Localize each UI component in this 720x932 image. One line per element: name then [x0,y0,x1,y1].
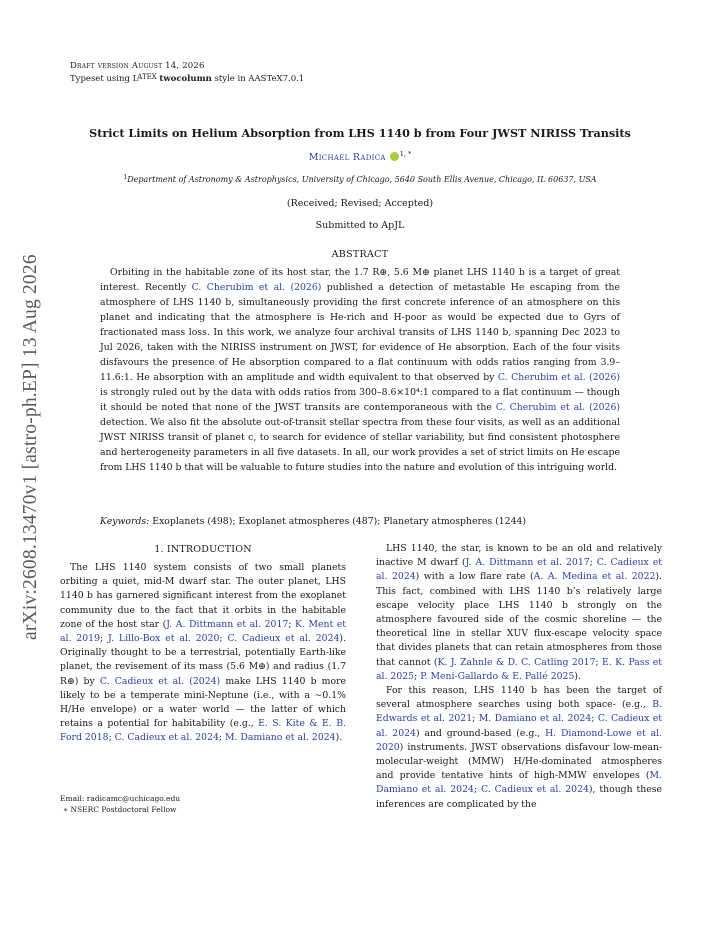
arxiv-stamp[interactable]: arXiv:2608.13470v1 [astro-ph.EP] 13 Aug 2026 [20,254,41,640]
citation-link[interactable]: J. A. Dittmann et al. 2017 [166,618,289,630]
citation-link[interactable]: C. Cherubim et al. (2026) [495,402,620,413]
footnotes [60,793,346,815]
submitted-line: Submitted to ApJL [315,220,405,231]
received-line: (Received; Revised; Accepted) [286,198,434,209]
keywords: Keywords: Exoplanets (498); Exoplanet atmospheres (487); Planetary atmospheres (1244) [100,516,527,527]
citation-link[interactable]: B. Edwards et al. 2021 [376,699,662,725]
citation-link[interactable]: P. Meni-Gallardo & E. Pallé 2025 [420,670,575,682]
citation-link[interactable]: C. Cadieux et al. 2024 [376,713,663,739]
paper-title: Strict Limits on Helium Absorption from LHS 1140 b from Four JWST NIRISS Transits [89,126,631,140]
abstract-heading: ABSTRACT [331,249,389,260]
intro-paragraph-2: LHS 1140, the star, is known to be an old and relatively inactive M dwarf (J. A. Dittmann et al. 2017; C. Cadieux et al. 2024) with a low flare rate (A. A. Medina et al. 2022). This fact, combined with LHS 1140 b’s relatively large escape velocity place LHS 1140 b strongly on the atmosphere favoured side of the cosmic shoreline — the theoretical line in stellar XUV flux-escape velocity space that divides planets that can retain atmospheres from those that cannot (K. J. Zahnle & D. C. Catling 2017; E. K. Pass et al. 2025; P. Meni-Gallardo & E. Pallé 2025). [376,543,663,682]
citation-link[interactable]: C. Cadieux et al. (2024) [99,675,221,687]
right-column [376,542,662,812]
citation-link[interactable]: C. Cherubim et al. (2026) [497,372,620,383]
left-column [60,561,346,746]
section-heading-introduction: 1. INTRODUCTION [154,544,252,555]
author-name[interactable]: Michael Radica [308,152,386,163]
citation-link[interactable]: C. Cadieux et al. 2024 [114,732,219,744]
citation-link[interactable]: C. Cadieux et al. 2024 [227,633,340,645]
typeset-line: Typeset using $L^{ATEX}$ twocolumn style in AASTeX7.0.1 [70,73,305,84]
footnote-email: Email: radicamc@uchicago.edu [60,794,181,803]
citation-link[interactable]: C. Cadieux et al. 2024 [376,557,663,583]
affiliation: $^1$Department of Astronomy & Astrophysics, University of Chicago, 5640 South Ellis Avenue, Chicago, IL 60637, USA [123,174,597,184]
footnote-fellow: ∗ NSERC Postdoctoral Fellow [63,805,177,814]
draft-version-line: Draft version August 14, 2026 [70,61,205,71]
citation-link[interactable]: K. J. Zahnle & D. C. Catling 2017 [437,656,596,668]
citation-link[interactable]: E. K. Pass et al. 2025 [376,656,663,682]
citation-link[interactable]: K. Ment et al. 2019 [60,618,347,645]
citation-link[interactable]: C. Cadieux et al. 2024 [480,784,589,796]
author-marks: 1, * [399,150,412,158]
author-line [70,148,650,164]
citation-link[interactable]: C. Cherubim et al. (2026) [191,282,322,293]
orcid-icon[interactable] [390,152,399,161]
intro-paragraph-3: For this reason, LHS 1140 b has been the target of several atmosphere searches using both space- (e.g., B. Edwards et al. 2021; M. Damiano et al. 2024; C. Cadieux et al. 2024) and ground-based (e.g., H. Diamond-Lowe et al. 2020) instruments. JWST observations disfavour low-mean-molecular-weight (MMW) H/He-dominated atmospheres and provide tentative hints of high-MMW envelopes (M. Damiano et al. 2024; C. Cadieux et al. 2024), though these inferences are complicated by the [376,685,663,810]
abstract-body: Orbiting in the habitable zone of its host star, the 1.7 R⊕, 5.6 M⊕ planet LHS 1140 b is a target of great interest. Recently C. Cherubim et al. (2026) published a detection of metastable He escaping from the atmosphere of LHS 1140 b, simultaneously providing the first concrete inference of an atmosphere on this planet and indicating that the atmosphere is He-rich and H-poor as would be expected due to Gyrs of fractionated mass loss. In this work, we analyze four archival transits of LHS 1140 b, spanning Dec 2023 to Jul 2026, taken with the NIRISS instrument on JWST, for evidence of He absorption. Each of the four visits disfavours the presence of He absorption compared to a flat continuum with odds ratios ranging from 3.9–11.6:1. He absorption with an amplitude and width equivalent to that observed by C. Cherubim et al. (2026) is strongly ruled out by the data with odds ratios from 300–8.6×10⁴:1 compared to a flat continuum — though it should be noted that none of the JWST transits are contemporaneous with the C. Cherubim et al. (2026) detection. We also fit the absolute out-of-transit stellar spectra from these four visits, as well as an additional JWST NIRISS transit of planet c, to search for evidence of stellar variability, but find consistent photosphere and herterogeneity parameters in all five datasets. In all, our work provides a set of strict limits on He escape from LHS 1140 b that will be valuable to future studies into the nature and evolution of this intriguing world. [100,267,620,473]
citation-link[interactable]: A. A. Medina et al. 2022 [533,571,656,583]
citation-link[interactable]: M. Damiano et al. 2024 [225,732,336,744]
citation-link[interactable]: M. Damiano et al. 2024 [376,770,662,796]
citation-link[interactable]: M. Damiano et al. 2024 [478,713,592,725]
citation-link[interactable]: J. Lillo-Box et al. 2020 [108,633,220,645]
citation-link[interactable]: H. Diamond-Lowe et al. 2020 [376,727,662,753]
citation-link[interactable]: J. A. Dittmann et al. 2017 [465,557,590,569]
citation-link[interactable]: E. S. Kite & E. B. Ford 2018 [60,718,346,744]
intro-paragraph-1: The LHS 1140 system consists of two small planets orbiting a quiet, mid-M dwarf star. The outer planet, LHS 1140 b has garnered significant interest from the exoplanet community due to the fact that it orbits in the habitable zone of the host star (J. A. Dittmann et al. 2017; K. Ment et al. 2019; J. Lillo-Box et al. 2020; C. Cadieux et al. 2024). Originally thought to be a terrestrial, potentially Earth-like planet, the revisement of its mass (5.6 M⊕) and radius (1.7 R⊕) by C. Cadieux et al. (2024) make LHS 1140 b more likely to be a temperate mini-Neptune (i.e., with a ∼0.1% H/He envelope) or a water world — the latter of which retains a potential for habitability (e.g., E. S. Kite & E. B. Ford 2018; C. Cadieux et al. 2024; M. Damiano et al. 2024). [60,562,347,744]
